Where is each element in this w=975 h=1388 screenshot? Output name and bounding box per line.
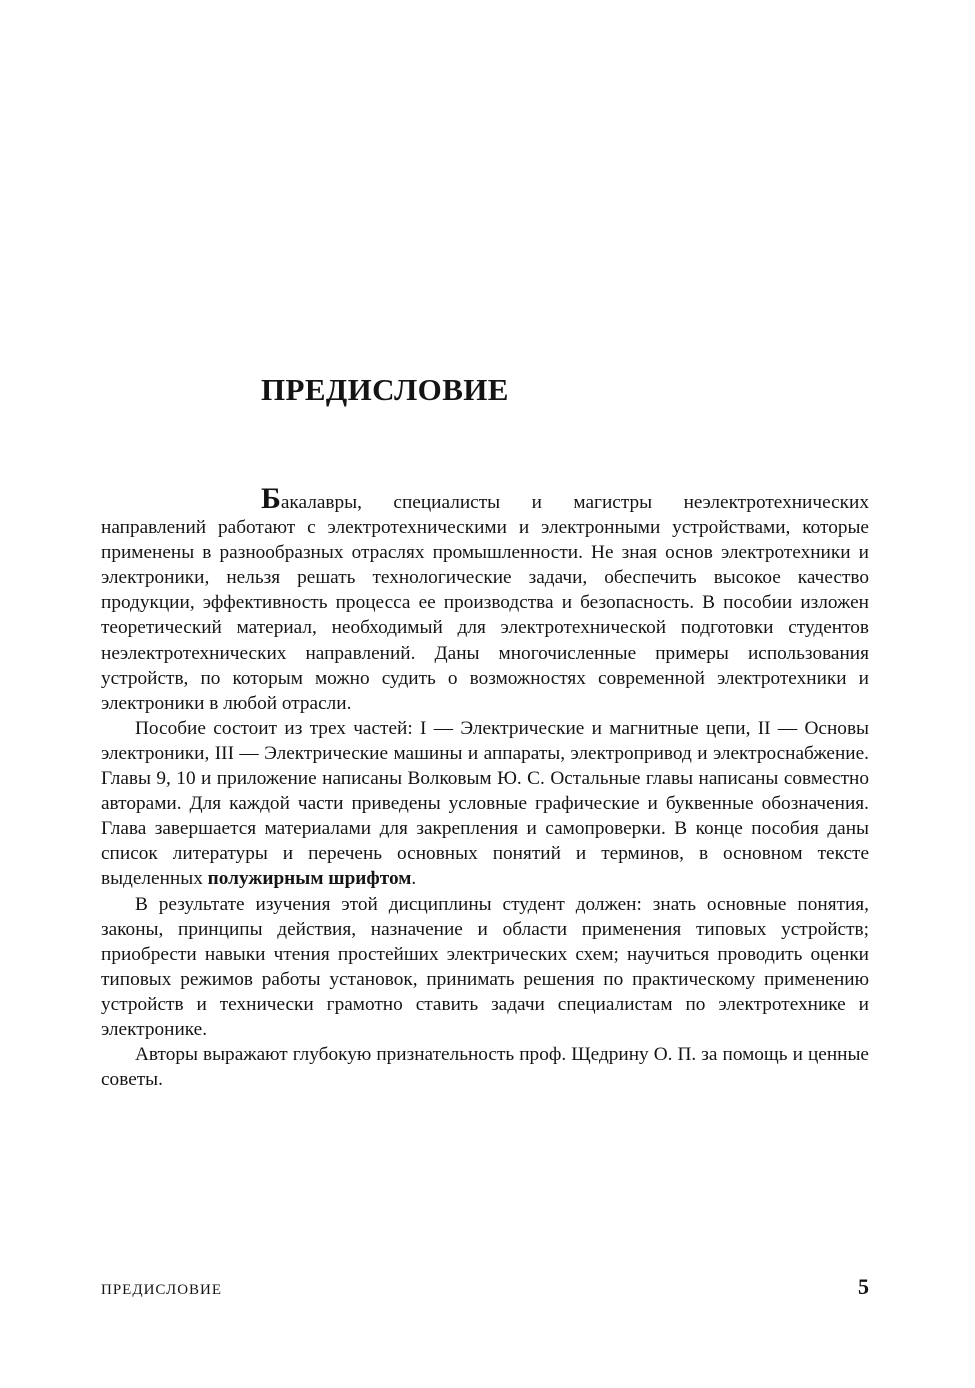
drop-cap: Б (261, 482, 281, 515)
page-number: 5 (858, 1274, 869, 1299)
bold-term: полужирным шрифтом (207, 868, 412, 890)
paragraph-acknowledgements (101, 1042, 869, 1092)
paragraph-intro (101, 482, 869, 716)
paragraph-structure-end: . (411, 868, 417, 890)
paragraph-outcomes-text: В результате изучения этой дисциплины студент должен: знать основные понятия, законы, принципы действия, назначение и области применения типовых устройств; приобрести навыки чтения простейших электрических схем; научиться проводить оценки типовых режимов работы установок, принимать решения по практическому применению устройств и технически грамотно ставить задачи специалистам по электротехнике и электронике. (101, 893, 869, 1040)
preface-body (101, 482, 869, 1092)
running-footer: ПРЕДИСЛОВИЕ (101, 1282, 223, 1298)
paragraph-acknowledgements-text: Авторы выражают глубокую признательность проф. Щедрину О. П. за помощь и ценные советы. (101, 1044, 869, 1091)
paragraph-intro-text: акалавры, специалисты и магистры неэлектротехнических направлений работают с электротехническими и электронными устройствами, которые применены в разнообразных отраслях промышленности. Не зная основ электротехники и электроники, нельзя решать технологические задачи, обеспечить высокое качество продукции, эффективность процесса ее производства и безопасность. В пособии изложен теоретический материал, необходимый для электротехнической подготовки студентов неэлектротехнических направлений. Даны многочисленные примеры использования устройств, по которым можно судить о возможностях современной электротехники и электроники в любой отрасли. (101, 492, 869, 714)
paragraph-outcomes (101, 892, 869, 1043)
paragraph-structure (101, 716, 869, 892)
page-title: ПРЕДИСЛОВИЕ (261, 372, 509, 407)
paragraph-structure-text: Пособие состоит из трех частей: I — Электрические и магнитные цепи, II — Основы электроники, III — Электрические машины и аппараты, электропривод и электроснабжение. Главы 9, 10 и приложение написаны Волковым Ю. С. Остальные главы написаны совместно авторами. Для каждой части приведены условные графические и буквенные обозначения. Глава завершается материалами для закрепления и самопроверки. В конце пособия даны список литературы и перечень основных понятий и терминов, в основном тексте выделенных (101, 717, 869, 890)
